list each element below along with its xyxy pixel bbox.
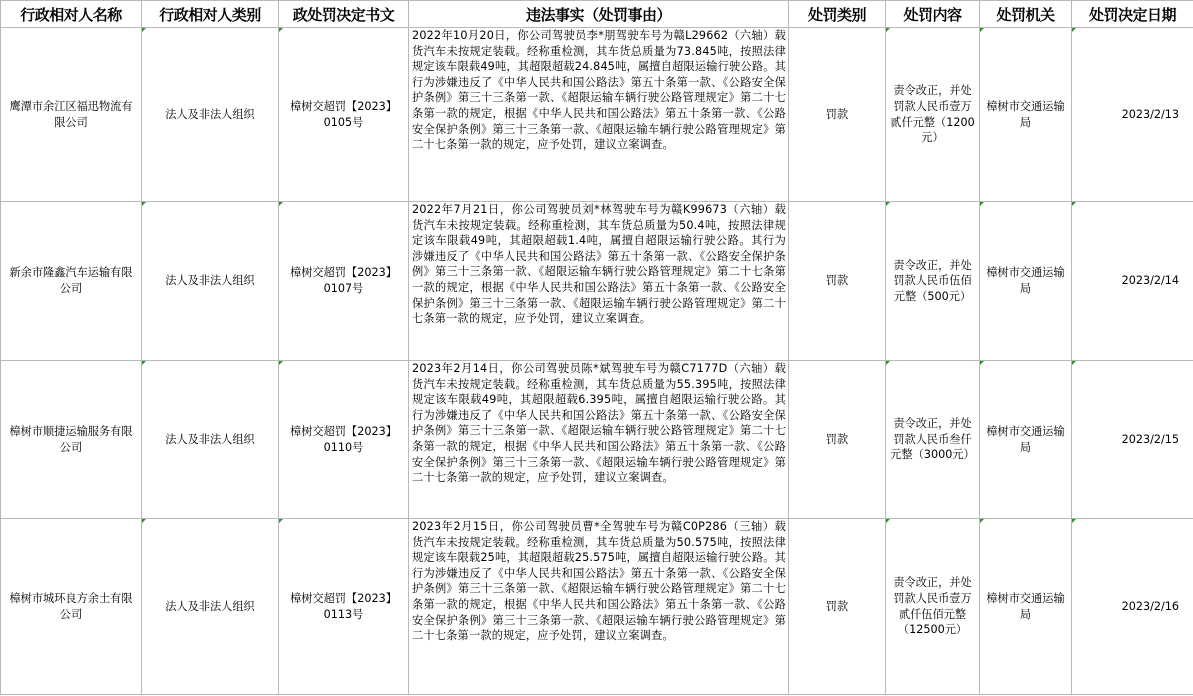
cell-content[interactable]: 责令改正，并处罚款人民币壹万贰仟元整（1200元） (886, 28, 980, 202)
table-row (1, 28, 1193, 202)
facts-text: 2022年10月20日，你公司驾驶员李*朋驾驶车号为赣L29662（六轴）载货汽车未按规定装载。经称重检测，其车货总质量为73.845吨，按照法律规定该车限载49吨，其超限超载24.845吨，属擅自超限运输行驶公路。其行为涉嫌违反了《中华人民共和国公路法》第五十条第一款、《公路安全保护条例》第三十三条第一款、《超限运输车辆行驶公路管理规定》第二十七条第一款的规定，根据《中华人民共和国公路法》第五十条第一款、《公路安全保护条例》第三十三条第一款、《超限运输车辆行驶公路管理规定》第二十七条第一款的规定，应予处罚，建议立案调查。 (412, 29, 786, 152)
cell-category[interactable]: 法人及非法人组织 (142, 202, 279, 361)
cell-org[interactable]: 樟树市交通运输局 (980, 28, 1072, 202)
cell-doc[interactable]: 樟树交超罚【2023】0113号 (279, 519, 409, 695)
cell-name[interactable]: 樟树市顺捷运输服务有限公司 (1, 361, 142, 519)
header-facts[interactable]: 违法事实（处罚事由） (409, 1, 789, 28)
cell-date[interactable]: 2023/2/15 (1072, 361, 1193, 519)
cell-facts[interactable] (409, 519, 789, 695)
table-row (1, 519, 1193, 695)
cell-ptype[interactable]: 罚款 (789, 202, 886, 361)
cell-doc[interactable]: 樟树交超罚【2023】0107号 (279, 202, 409, 361)
facts-text: 2023年2月14日，你公司驾驶员陈*斌驾驶车号为赣C7177D（六轴）载货汽车未按规定装载。经称重检测，其车货总质量为55.395吨，按照法律规定该车限载49吨，其超限超载6.395吨，属擅自超限运输行驶公路。其行为涉嫌违反了《中华人民共和国公路法》第五十条第一款、《公路安全保护条例》第三十三条第一款、《超限运输车辆行驶公路管理规定》第二十七条第一款的规定，根据《中华人民共和国公路法》第五十条第一款、《公路安全保护条例》第三十三条第一款、《超限运输车辆行驶公路管理规定》第二十七条第一款的规定，应予处罚，建议立案调查。 (412, 362, 786, 485)
header-ptype[interactable]: 处罚类别 (789, 1, 886, 28)
cell-date[interactable]: 2023/2/16 (1072, 519, 1193, 695)
cell-ptype[interactable]: 罚款 (789, 361, 886, 519)
header-category[interactable]: 行政相对人类别 (142, 1, 279, 28)
cell-facts[interactable] (409, 28, 789, 202)
cell-category[interactable]: 法人及非法人组织 (142, 519, 279, 695)
cell-category[interactable]: 法人及非法人组织 (142, 361, 279, 519)
cell-doc[interactable]: 樟树交超罚【2023】0110号 (279, 361, 409, 519)
cell-content[interactable]: 责令改正，并处罚款人民币伍佰元整（500元） (886, 202, 980, 361)
header-doc[interactable]: 政处罚决定书文 (279, 1, 409, 28)
table-row (1, 202, 1193, 361)
cell-name[interactable]: 鹰潭市余江区福迅物流有限公司 (1, 28, 142, 202)
cell-ptype[interactable]: 罚款 (789, 28, 886, 202)
header-date[interactable]: 处罚决定日期 (1072, 1, 1193, 28)
header-row (1, 1, 1193, 28)
header-name[interactable]: 行政相对人名称 (1, 1, 142, 28)
cell-category[interactable]: 法人及非法人组织 (142, 28, 279, 202)
facts-text: 2022年7月21日，你公司驾驶员刘*林驾驶车号为赣K99673（六轴）载货汽车未按规定装载。经称重检测，其车货总质量为50.4吨，按照法律规定该车限载49吨，其超限超载1.4吨，属擅自超限运输行驶公路。其行为涉嫌违反了《中华人民共和国公路法》第五十条第一款、《公路安全保护条例》第三十三条第一款、《超限运输车辆行驶公路管理规定》第二十七条第一款的规定，根据《中华人民共和国公路法》第五十条第一款、《公路安全保护条例》第三十三条第一款、《超限运输车辆行驶公路管理规定》第二十七条第一款的规定，应予处罚，建议立案调查。 (412, 203, 786, 326)
cell-ptype[interactable]: 罚款 (789, 519, 886, 695)
cell-org[interactable]: 樟树市交通运输局 (980, 202, 1072, 361)
header-content[interactable]: 处罚内容 (886, 1, 980, 28)
cell-content[interactable]: 责令改正，并处罚款人民币叁仟元整（3000元） (886, 361, 980, 519)
cell-name[interactable]: 樟树市城环良方余土有限公司 (1, 519, 142, 695)
cell-date[interactable]: 2023/2/14 (1072, 202, 1193, 361)
cell-date[interactable]: 2023/2/13 (1072, 28, 1193, 202)
cell-facts[interactable] (409, 202, 789, 361)
cell-doc[interactable]: 樟树交超罚【2023】0105号 (279, 28, 409, 202)
cell-name[interactable]: 新余市隆鑫汽车运输有限公司 (1, 202, 142, 361)
facts-text: 2023年2月15日，你公司驾驶员曹*全驾驶车号为赣C0P286（三轴）载货汽车未按规定装载。经称重检测，其车货总质量为50.575吨，按照法律规定该车限载25吨，其超限超载25.575吨，属擅自超限运输行驶公路。其行为涉嫌违反了《中华人民共和国公路法》第五十条第一款、《公路安全保护条例》第三十三条第一款、《超限运输车辆行驶公路管理规定》第二十七条第一款的规定，根据《中华人民共和国公路法》第五十条第一款、《公路安全保护条例》第三十三条第一款、《超限运输车辆行驶公路管理规定》第二十七条第一款的规定，应予处罚，建议立案调查。 (412, 520, 786, 643)
table-row (1, 361, 1193, 519)
header-org[interactable]: 处罚机关 (980, 1, 1072, 28)
cell-content[interactable]: 责令改正，并处罚款人民币壹万贰仟伍佰元整（12500元） (886, 519, 980, 695)
cell-facts[interactable] (409, 361, 789, 519)
cell-org[interactable]: 樟树市交通运输局 (980, 519, 1072, 695)
cell-org[interactable]: 樟树市交通运输局 (980, 361, 1072, 519)
